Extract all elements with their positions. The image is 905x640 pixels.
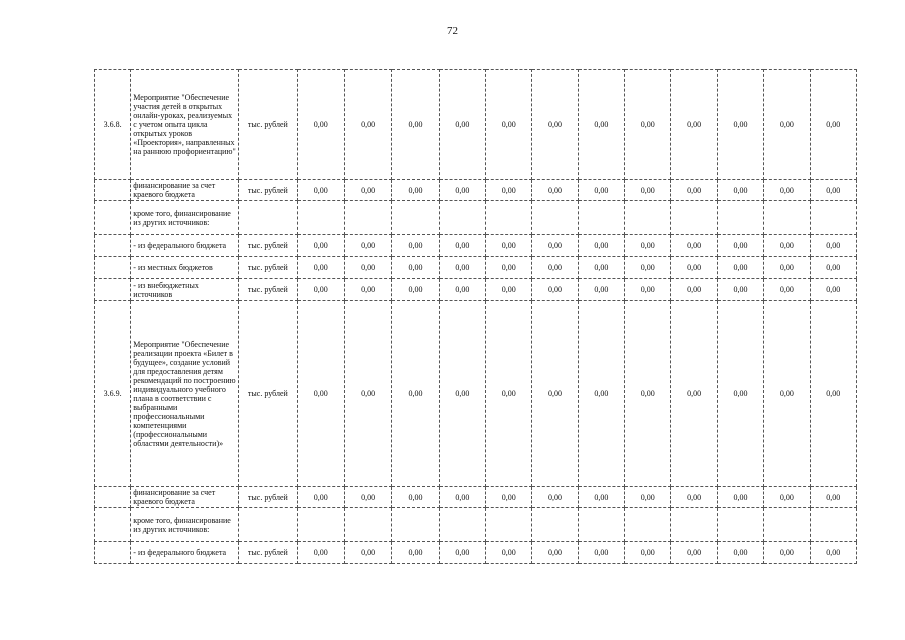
- row-value-cell: 0,00: [344, 257, 391, 279]
- row-unit: тыс. рублей: [239, 235, 297, 257]
- table-row: [95, 301, 857, 487]
- row-value-cell: 0,00: [625, 235, 671, 257]
- row-value-cell: 0,00: [439, 180, 485, 201]
- row-value-cell: 0,00: [578, 70, 624, 180]
- row-value-cell: 0,00: [486, 70, 532, 180]
- row-value-cell: 0,00: [625, 301, 671, 487]
- row-number: [95, 235, 131, 257]
- table-row: [95, 508, 857, 542]
- row-value-cell: 0,00: [392, 257, 439, 279]
- row-unit: тыс. рублей: [239, 542, 297, 564]
- row-value-cell: 0,00: [297, 279, 344, 301]
- table-row: [95, 180, 857, 201]
- row-value-cell: 0,00: [392, 70, 439, 180]
- row-value-cell: 0,00: [810, 542, 856, 564]
- row-value-cell: [297, 201, 344, 235]
- row-value-cell: 0,00: [671, 301, 717, 487]
- row-value-cell: 0,00: [392, 542, 439, 564]
- row-value-cell: 0,00: [717, 235, 763, 257]
- row-value-cell: [532, 508, 578, 542]
- table-row: [95, 542, 857, 564]
- row-value-cell: 0,00: [486, 301, 532, 487]
- row-value-cell: [625, 508, 671, 542]
- row-value-cell: [392, 201, 439, 235]
- row-value-cell: 0,00: [810, 487, 856, 508]
- row-value-cell: 0,00: [578, 301, 624, 487]
- row-number: [95, 542, 131, 564]
- row-value-cell: 0,00: [671, 70, 717, 180]
- row-value-cell: 0,00: [717, 301, 763, 487]
- row-unit: тыс. рублей: [239, 279, 297, 301]
- row-value-cell: 0,00: [764, 70, 810, 180]
- row-value-cell: 0,00: [764, 542, 810, 564]
- row-value-cell: [764, 201, 810, 235]
- row-value-cell: 0,00: [297, 542, 344, 564]
- table-row: [95, 201, 857, 235]
- row-value-cell: 0,00: [810, 301, 856, 487]
- row-value-cell: 0,00: [344, 487, 391, 508]
- row-description: финансирование за счет краевого бюджета: [131, 180, 239, 201]
- row-value-cell: [578, 201, 624, 235]
- row-unit: тыс. рублей: [239, 487, 297, 508]
- row-value-cell: [671, 201, 717, 235]
- row-value-cell: 0,00: [392, 301, 439, 487]
- row-value-cell: 0,00: [764, 487, 810, 508]
- row-unit: тыс. рублей: [239, 70, 297, 180]
- row-value-cell: 0,00: [625, 487, 671, 508]
- row-value-cell: 0,00: [532, 70, 578, 180]
- row-value-cell: [625, 201, 671, 235]
- row-value-cell: 0,00: [532, 542, 578, 564]
- row-value-cell: 0,00: [625, 542, 671, 564]
- row-unit: тыс. рублей: [239, 257, 297, 279]
- row-value-cell: 0,00: [810, 279, 856, 301]
- table-row: [95, 279, 857, 301]
- row-description: кроме того, финансирование из других источников:: [131, 508, 239, 542]
- row-value-cell: [344, 508, 391, 542]
- row-value-cell: 0,00: [671, 180, 717, 201]
- row-value-cell: [297, 508, 344, 542]
- table-row: [95, 487, 857, 508]
- row-value-cell: 0,00: [486, 180, 532, 201]
- row-value-cell: 0,00: [439, 542, 485, 564]
- row-value-cell: 0,00: [810, 180, 856, 201]
- table-row: [95, 257, 857, 279]
- row-value-cell: 0,00: [532, 279, 578, 301]
- row-description: - из федерального бюджета: [131, 542, 239, 564]
- row-value-cell: 0,00: [297, 235, 344, 257]
- row-number: [95, 180, 131, 201]
- row-number: 3.6.8.: [95, 70, 131, 180]
- table-row: [95, 235, 857, 257]
- row-value-cell: 0,00: [439, 487, 485, 508]
- row-unit: тыс. рублей: [239, 301, 297, 487]
- row-value-cell: 0,00: [717, 487, 763, 508]
- row-value-cell: 0,00: [764, 279, 810, 301]
- row-value-cell: 0,00: [671, 487, 717, 508]
- row-value-cell: [344, 201, 391, 235]
- row-value-cell: 0,00: [344, 279, 391, 301]
- row-value-cell: 0,00: [439, 301, 485, 487]
- row-value-cell: 0,00: [532, 301, 578, 487]
- row-value-cell: 0,00: [439, 257, 485, 279]
- row-value-cell: [532, 201, 578, 235]
- row-value-cell: 0,00: [717, 180, 763, 201]
- table-row: [95, 70, 857, 180]
- row-value-cell: 0,00: [578, 257, 624, 279]
- row-value-cell: 0,00: [439, 70, 485, 180]
- row-value-cell: 0,00: [532, 257, 578, 279]
- row-number: [95, 487, 131, 508]
- row-value-cell: 0,00: [344, 70, 391, 180]
- row-unit: [239, 201, 297, 235]
- row-value-cell: [671, 508, 717, 542]
- row-value-cell: 0,00: [764, 235, 810, 257]
- row-value-cell: 0,00: [810, 257, 856, 279]
- row-value-cell: 0,00: [344, 542, 391, 564]
- row-value-cell: 0,00: [625, 180, 671, 201]
- row-description: финансирование за счет краевого бюджета: [131, 487, 239, 508]
- row-description: Мероприятие "Обеспечение участия детей в открытых онлайн-уроках, реализуемых с учетом опыта цикла открытых уроков «Проектория», направленных на раннюю профориентацию": [131, 70, 239, 180]
- row-value-cell: 0,00: [764, 301, 810, 487]
- row-value-cell: 0,00: [532, 180, 578, 201]
- row-value-cell: 0,00: [392, 235, 439, 257]
- row-value-cell: 0,00: [578, 235, 624, 257]
- row-value-cell: 0,00: [578, 180, 624, 201]
- row-value-cell: [486, 201, 532, 235]
- row-value-cell: 0,00: [297, 180, 344, 201]
- row-unit: [239, 508, 297, 542]
- row-value-cell: [578, 508, 624, 542]
- row-value-cell: 0,00: [764, 180, 810, 201]
- row-number: [95, 201, 131, 235]
- row-value-cell: [810, 201, 856, 235]
- row-value-cell: 0,00: [671, 542, 717, 564]
- row-value-cell: 0,00: [439, 279, 485, 301]
- row-value-cell: 0,00: [297, 257, 344, 279]
- row-value-cell: 0,00: [486, 257, 532, 279]
- row-description: - из федерального бюджета: [131, 235, 239, 257]
- row-value-cell: 0,00: [671, 235, 717, 257]
- row-value-cell: 0,00: [717, 542, 763, 564]
- row-value-cell: 0,00: [486, 487, 532, 508]
- row-value-cell: 0,00: [439, 235, 485, 257]
- row-value-cell: 0,00: [392, 487, 439, 508]
- row-value-cell: 0,00: [297, 487, 344, 508]
- row-value-cell: [810, 508, 856, 542]
- row-value-cell: 0,00: [810, 235, 856, 257]
- row-description: Мероприятие "Обеспечение реализации проекта «Билет в будущее», создание условий для предоставления детям рекомендаций по построению индивидуального учебного плана в соответствии с выбранными профессиональными компетенциями (профессиональными областями деятельности)»: [131, 301, 239, 487]
- row-value-cell: 0,00: [344, 235, 391, 257]
- row-value-cell: [717, 201, 763, 235]
- row-number: 3.6.9.: [95, 301, 131, 487]
- row-value-cell: 0,00: [717, 279, 763, 301]
- row-value-cell: 0,00: [392, 180, 439, 201]
- row-value-cell: 0,00: [532, 487, 578, 508]
- row-value-cell: 0,00: [297, 301, 344, 487]
- row-value-cell: 0,00: [671, 257, 717, 279]
- row-value-cell: [764, 508, 810, 542]
- row-number: [95, 257, 131, 279]
- row-value-cell: 0,00: [532, 235, 578, 257]
- row-unit: тыс. рублей: [239, 180, 297, 201]
- row-description: - из местных бюджетов: [131, 257, 239, 279]
- row-value-cell: 0,00: [625, 70, 671, 180]
- row-value-cell: 0,00: [578, 487, 624, 508]
- budget-table: [94, 69, 857, 564]
- row-value-cell: 0,00: [297, 70, 344, 180]
- row-value-cell: 0,00: [671, 279, 717, 301]
- row-value-cell: 0,00: [625, 257, 671, 279]
- row-value-cell: [486, 508, 532, 542]
- row-value-cell: 0,00: [344, 180, 391, 201]
- row-value-cell: [439, 508, 485, 542]
- row-description: - из внебюджетных источников: [131, 279, 239, 301]
- row-value-cell: 0,00: [486, 235, 532, 257]
- row-description: кроме того, финансирование из других источников:: [131, 201, 239, 235]
- row-value-cell: 0,00: [486, 542, 532, 564]
- row-value-cell: [439, 201, 485, 235]
- row-value-cell: 0,00: [810, 70, 856, 180]
- row-value-cell: 0,00: [578, 279, 624, 301]
- row-number: [95, 279, 131, 301]
- row-value-cell: [717, 508, 763, 542]
- row-value-cell: [392, 508, 439, 542]
- row-value-cell: 0,00: [392, 279, 439, 301]
- row-value-cell: 0,00: [486, 279, 532, 301]
- row-number: [95, 508, 131, 542]
- row-value-cell: 0,00: [717, 257, 763, 279]
- row-value-cell: 0,00: [578, 542, 624, 564]
- row-value-cell: 0,00: [344, 301, 391, 487]
- row-value-cell: 0,00: [625, 279, 671, 301]
- row-value-cell: 0,00: [717, 70, 763, 180]
- row-value-cell: 0,00: [764, 257, 810, 279]
- page-number: 72: [447, 25, 458, 37]
